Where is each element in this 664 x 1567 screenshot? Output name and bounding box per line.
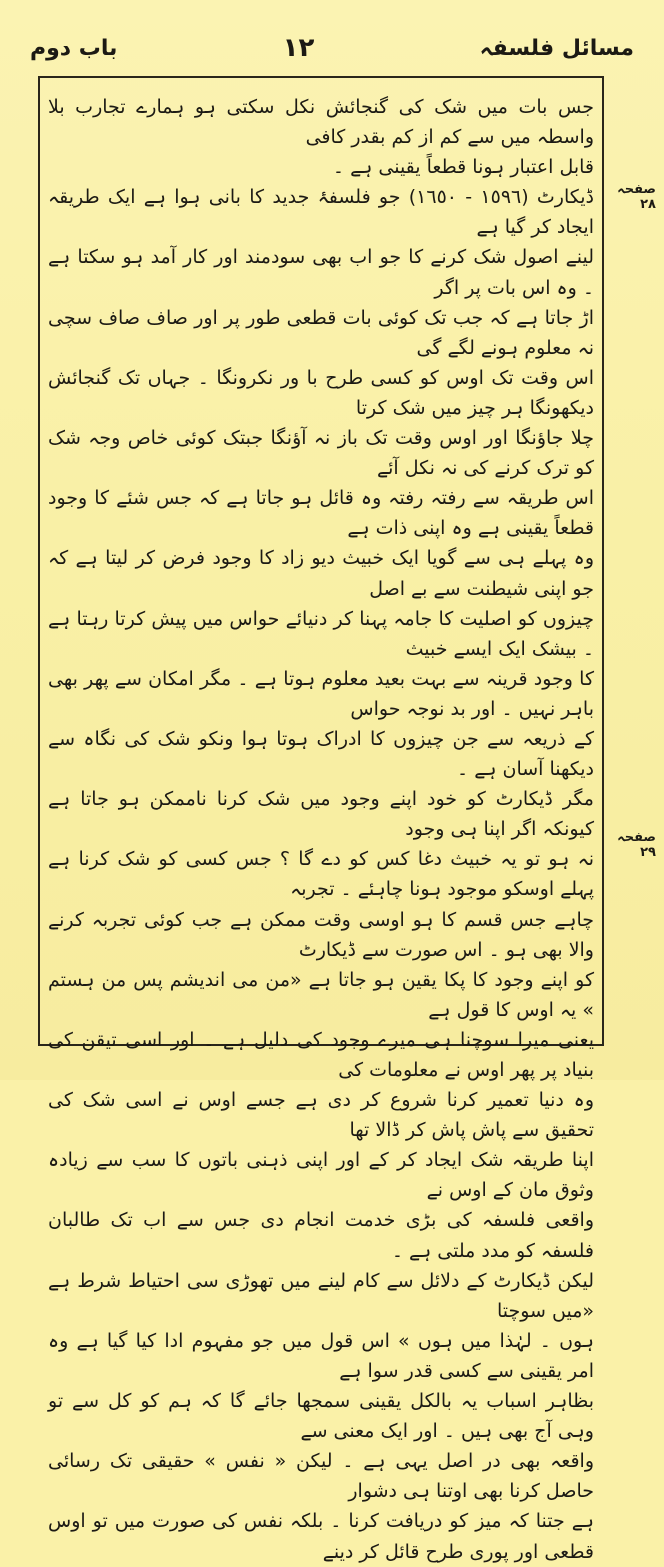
text-line: مگر ڈیکارٹ کو خود اپنے وجود میں شک کرنا ناممکن ہو جاتا ہے کیونکہ اگر اپنا ہی وجود bbox=[48, 788, 594, 841]
margin-note-page-ref: صفحہ ٢٨ bbox=[617, 182, 656, 212]
text-line: اس وقت تک اوس کو کسی طرح با ور نکرونگا ۔ جہاں تک گنجائش دیکھونگا ہر چیز میں شک کرتا bbox=[48, 366, 594, 419]
text-line: ڈیکارٹ (١٥٩٦ - ١٦٥٠) جو فلسفۂ جدید کا بانی ہوا ہے ایک طریقہ ایجاد کر گیا ہے bbox=[48, 186, 595, 239]
text-line: یعنی میرا سوچنا ہی میرے وجود کی دلیل ہے ۔ اور اسی تیقن کی بنیاد پر پھر اوس نے معلومات کی bbox=[48, 1028, 594, 1081]
text-line: چاہے جس قسم کا ہو اوسی وقت ممکن ہے جب کوئی تجربہ کرنے والا بھی ہو ۔ اس صورت سے ڈیکارٹ bbox=[48, 908, 594, 961]
page-header bbox=[30, 28, 634, 68]
text-line: لیکن ڈیکارٹ کے دلائل سے کام لینے میں تھوڑی سی احتیاط شرط ہے «میں سوچتا bbox=[48, 1269, 594, 1322]
text-line: کے ذریعہ سے جن چیزوں کا ادراک ہوتا ہوا ونکو شک کی نگاہ سے دیکھنا آسان ہے ۔ bbox=[48, 727, 594, 781]
text-line: بظاہر اسباب یہ بالکل یقینی سمجھا جائے گا کہ ہم کو کل سے تو وہی آج بھی ہیں ۔ اور ایک معنی سے bbox=[48, 1390, 594, 1443]
text-line: کا وجود قرینہ سے بہت بعید معلوم ہوتا ہے ۔ مگر امکان سے پھر بھی باہر نہیں ۔ اور بد نوجہ حواس bbox=[48, 667, 594, 720]
text-line: اڑ جاتا ہے کہ جب تک کوئی بات قطعی طور پر اور صاف صاف سچی نہ معلوم ہونے لگے گی bbox=[48, 306, 594, 359]
book-title: مسائل فلسفہ bbox=[479, 35, 634, 61]
text-line: اپنا طریقہ شک ایجاد کر کے اور اپنی ذہنی باتوں کا سب سے زیادہ وثوق مان کے اوس نے bbox=[48, 1149, 594, 1202]
text-line: اس طریقہ سے رفتہ رفتہ وہ قائل ہو جاتا ہے کہ جس شئے کا وجود قطعاً یقینی ہے وہ اپنی ذات ہے bbox=[48, 487, 594, 540]
margin-note-page-ref: صفحہ ٢٩ bbox=[617, 830, 656, 860]
text-line: کو اپنے وجود کا پکا یقین ہو جاتا ہے «من می اندیشم پس من ہستم » یہ اوس کا قول ہے bbox=[48, 968, 594, 1021]
text-line: وہ پہلے ہی سے گویا ایک خبیث دیو زاد کا وجود فرض کر لیتا ہے کہ جو اپنی شیطنت سے بے اصل bbox=[48, 547, 594, 600]
text-line: جس بات میں شک کی گنجائش نکل سکتی ہو ہمارے تجارب بلا واسطہ میں سے کم از کم بقدر کافی bbox=[48, 96, 594, 149]
body-text bbox=[48, 92, 594, 1567]
text-line: چلا جاؤنگا اور اوس وقت تک باز نہ آؤنگا جبتک کوئی خاص وجہ شک کو ترک کرنے کی نہ نکل آئے bbox=[48, 427, 594, 480]
text-line: واقعی فلسفہ کی بڑی خدمت انجام دی جس سے اب تک طالبان فلسفہ کو مدد ملتی ہے ۔ bbox=[48, 1209, 594, 1262]
page-number: ١٢ bbox=[282, 33, 315, 63]
text-line: ہے جتنا کہ میز کو دریافت کرنا ۔ بلکہ نفس کی صورت میں تو اوس قطعی اور پوری طرح قائل کر دینے bbox=[48, 1510, 594, 1563]
text-line: قابل اعتبار ہونا قطعاً یقینی ہے ۔ bbox=[332, 156, 594, 179]
text-line: نہ ہو تو یہ خبیث دغا کس کو دے گا ؟ جس کسی کو شک کرنا ہے پہلے اوسکو موجود ہونا چاہئے ۔ تجربہ bbox=[48, 848, 594, 901]
text-line: لینے اصول شک کرنے کا جو اب بھی سودمند اور کار آمد ہو سکتا ہے ۔ وہ اس بات پر اگر bbox=[48, 246, 594, 299]
text-line: ہوں ۔ لہٰذا میں ہوں » اس قول میں جو مفہوم ادا کیا گیا ہے وہ امر یقینی سے کسی قدر سوا ہے bbox=[48, 1329, 594, 1382]
chapter-heading: باب دوم bbox=[30, 35, 118, 61]
text-line: چیزوں کو اصلیت کا جامہ پہنا کر دنیائے حواس میں پیش کرتا رہتا ہے ۔ بیشک ایک ایسے خبیث bbox=[48, 607, 594, 660]
text-line: واقعہ بھی در اصل یہی ہے ۔ لیکن « نفس » حقیقی تک رسائی حاصل کرنا بھی اوتنا ہی دشوار bbox=[48, 1450, 594, 1503]
text-line: وہ دنیا تعمیر کرنا شروع کر دی ہے جسے اوس نے اسی شک کی تحقیق سے پاش پاش کر ڈالا تھا bbox=[48, 1089, 594, 1142]
